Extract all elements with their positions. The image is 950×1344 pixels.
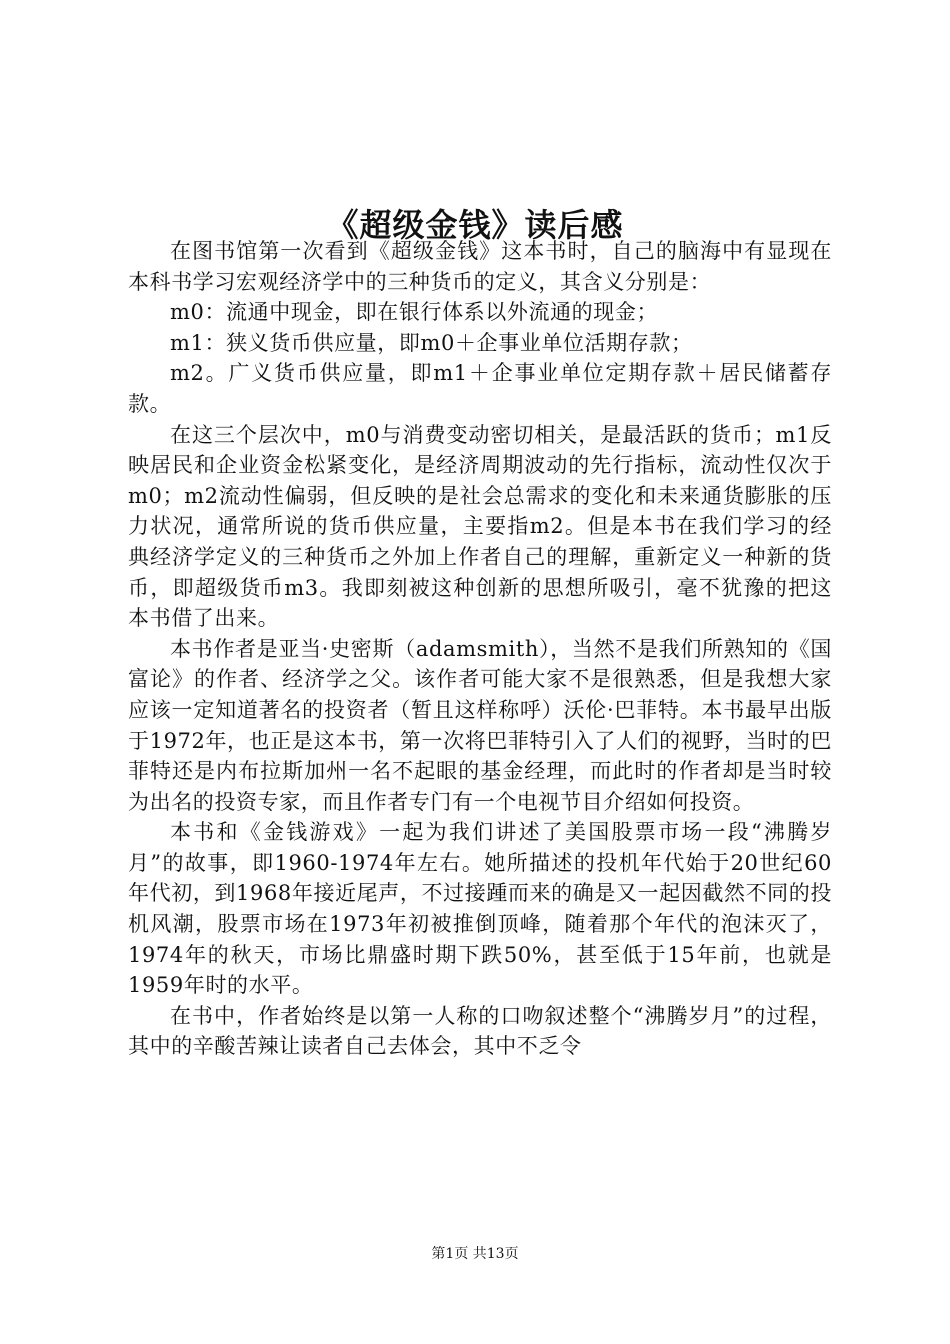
paragraph: 本书和《金钱游戏》一起为我们讲述了美国股票市场一段“沸腾岁月”的故事，即1960-1974年左右。她所描述的投机年代始于20世纪60年代初，到1968年接近尾声，不过接踵而来的确是又一起因截然不同的投机风潮，股票市场在1973年初被推倒顶峰，随着那个年代的泡沫灭了，1974年的秋天，市场比鼎盛时期下跌50%，甚至低于15年前，也就是1959年时的水平。 — [128, 820, 832, 998]
document-body — [128, 236, 832, 1062]
document-title: 《超级金钱》读后感 — [326, 206, 624, 245]
paragraph: m2。广义货币供应量，即m1＋企事业单位定期存款＋居民储蓄存款。 — [128, 361, 832, 416]
paragraph: 在书中，作者始终是以第一人称的口吻叙述整个“沸腾岁月”的过程，其中的辛酸苦辣让读者自己去体会，其中不乏令 — [128, 1003, 832, 1059]
paragraph: m1：狭义货币供应量，即m0＋企事业单位活期存款； — [170, 330, 693, 355]
paragraph: 在这三个层次中，m0与消费变动密切相关，是最活跃的货币；m1反映居民和企业资金松紧变化，是经济周期波动的先行指标，流动性仅次于m0；m2流动性偏弱，但反映的是社会总需求的变化和未来通货膨胀的压力状况，通常所说的货币供应量，主要指m2。但是本书在我们学习的经典经济学定义的三种货币之外加上作者自己的理解，重新定义一种新的货币，即超级货币m3。我即刻被这种创新的思想所吸引，毫不犹豫的把这本书借了出来。 — [128, 422, 832, 631]
paragraph: 本书作者是亚当·史密斯（adamsmith），当然不是我们所熟知的《国富论》的作者、经济学之父。该作者可能大家不是很熟悉，但是我想大家应该一定知道著名的投资者（暂且这样称呼）沃伦·巴菲特。本书最早出版于1972年，也正是这本书，第一次将巴菲特引入了人们的视野，当时的巴菲特还是内布拉斯加州一名不起眼的基金经理，而此时的作者却是当时较为出名的投资专家，而且作者专门有一个电视节目介绍如何投资。 — [128, 636, 832, 814]
paragraph: m0：流通中现金，即在银行体系以外流通的现金； — [170, 300, 659, 325]
page-footer: 第1页 共13页 — [431, 1246, 519, 1262]
paragraph: 在图书馆第一次看到《超级金钱》这本书时，自己的脑海中有显现在本科书学习宏观经济学中的三种货币的定义，其含义分别是： — [128, 239, 832, 294]
